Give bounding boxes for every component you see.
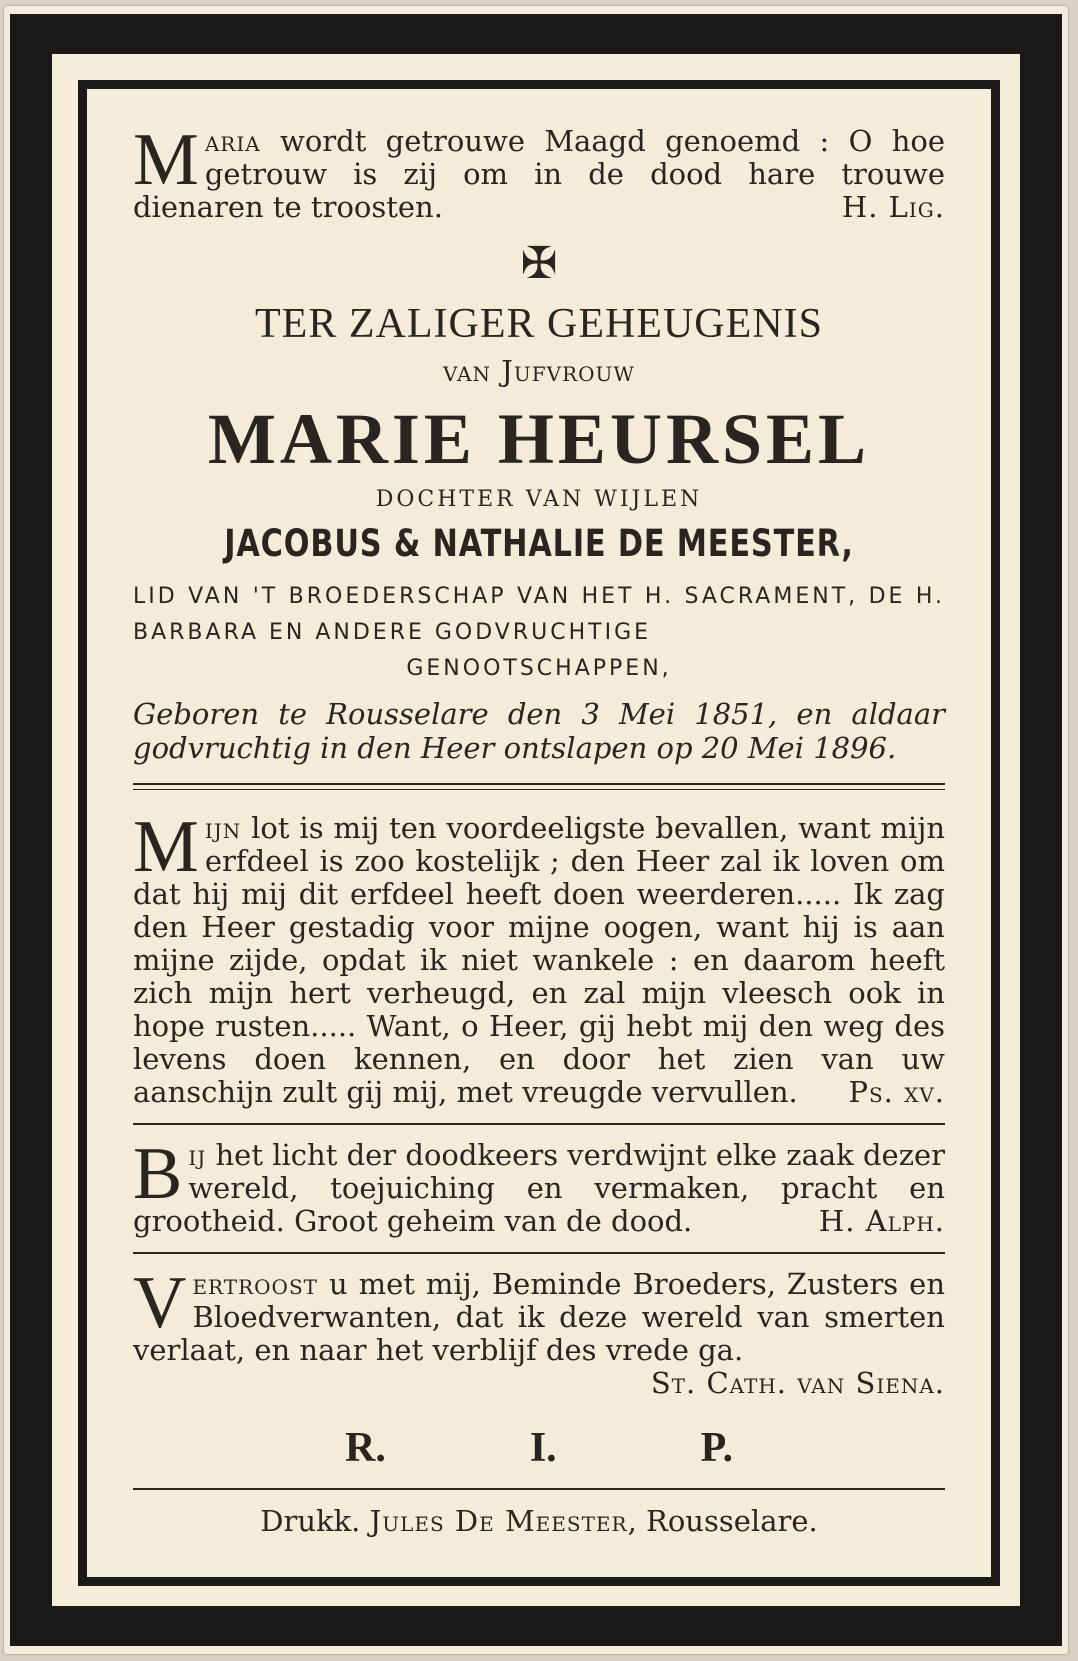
inner-frame <box>78 80 1000 1586</box>
printer-credit: Drukk. Jules De Meester, Rousselare. <box>260 1504 818 1538</box>
card-paper <box>52 54 1020 1606</box>
title-jufvrouw: van Jufvrouw <box>443 354 635 388</box>
black-mourning-border <box>10 14 1062 1646</box>
quote-source: H. Lig. <box>841 190 945 224</box>
rip-i: I. <box>529 1425 557 1471</box>
card-content <box>133 119 945 1538</box>
deceased-name: MARIE HEURSEL <box>207 399 871 479</box>
quote-alph: Bij het licht der doodkeers verdwijnt elke zaak dezer wereld, toejuiching en vermaken, pracht en grootheid. Groot geheim van de dood. H. Alph. <box>133 1133 945 1238</box>
dropcap: V <box>133 1262 187 1344</box>
quote-psalm: Mijn lot is mij ten voordeeligste bevallen, want mijn erfdeel is zoo kostelijk ; den Heer zal ik loven om dat hij mij dit erfdeel heeft doen weerderen..... Ik zag den Heer gestadig voor mijne oogen, want hij is aan mijne zijde, opdat ik niet wankele : en daarom heeft zich mijn hert verheugd, en zal mijn vleesch ook in hope rusten..... Want, o Heer, gij hebt mij den weg des levens doen kennen, en door het zien van uw aanschijn zult gij mij, met vreugde vervullen. Ps. xv. <box>133 806 945 1109</box>
dropcap: M <box>133 119 199 201</box>
divider <box>133 1123 945 1125</box>
memorial-card <box>4 6 1068 1654</box>
quote-source: H. Alph. <box>818 1204 945 1238</box>
memorial-heading: TER ZALIGER GEHEUGENIS <box>255 301 823 347</box>
divider <box>133 1488 945 1490</box>
parents-names: JACOBUS & NATHALIE DE MEESTER, <box>224 522 854 565</box>
membership-text: LID VAN 'T BROEDERSCHAP VAN HET H. SACRAMENT, DE H. BARBARA EN ANDERE GODVRUCHTIGE GENOOTSCHAPPEN, <box>133 584 945 681</box>
quote-source: St. Cath. van Siena. <box>650 1366 945 1400</box>
rip-r: R. <box>344 1425 386 1471</box>
dropcap: M <box>133 806 199 888</box>
quote-siena: Vertroost u met mij, Beminde Broeders, Zusters en Bloedverwanten, dat ik deze wereld van smerten verlaat, en naar het verblijf des vrede ga. St. Cath. van Siena. <box>133 1262 945 1400</box>
quote-maria: Maria wordt getrouwe Maagd genoemd : O hoe getrouw is zij om in de dood hare trouwe dienaren te troosten. H. Lig. <box>133 119 945 224</box>
divider <box>133 1252 945 1254</box>
dropcap: B <box>133 1133 183 1215</box>
birth-death-text: Geboren te Rousselare den 3 Mei 1851, en aldaar godvruchtig in den Heer ontslapen op 20 Mei 1896. <box>133 697 945 765</box>
quote-source: Ps. xv. <box>848 1075 945 1109</box>
cross-icon: ✠ <box>520 238 558 289</box>
rip-p: P. <box>700 1425 733 1471</box>
daughter-of: DOCHTER VAN WIJLEN <box>375 487 703 512</box>
divider <box>133 783 945 790</box>
rip-letters <box>133 1424 945 1472</box>
